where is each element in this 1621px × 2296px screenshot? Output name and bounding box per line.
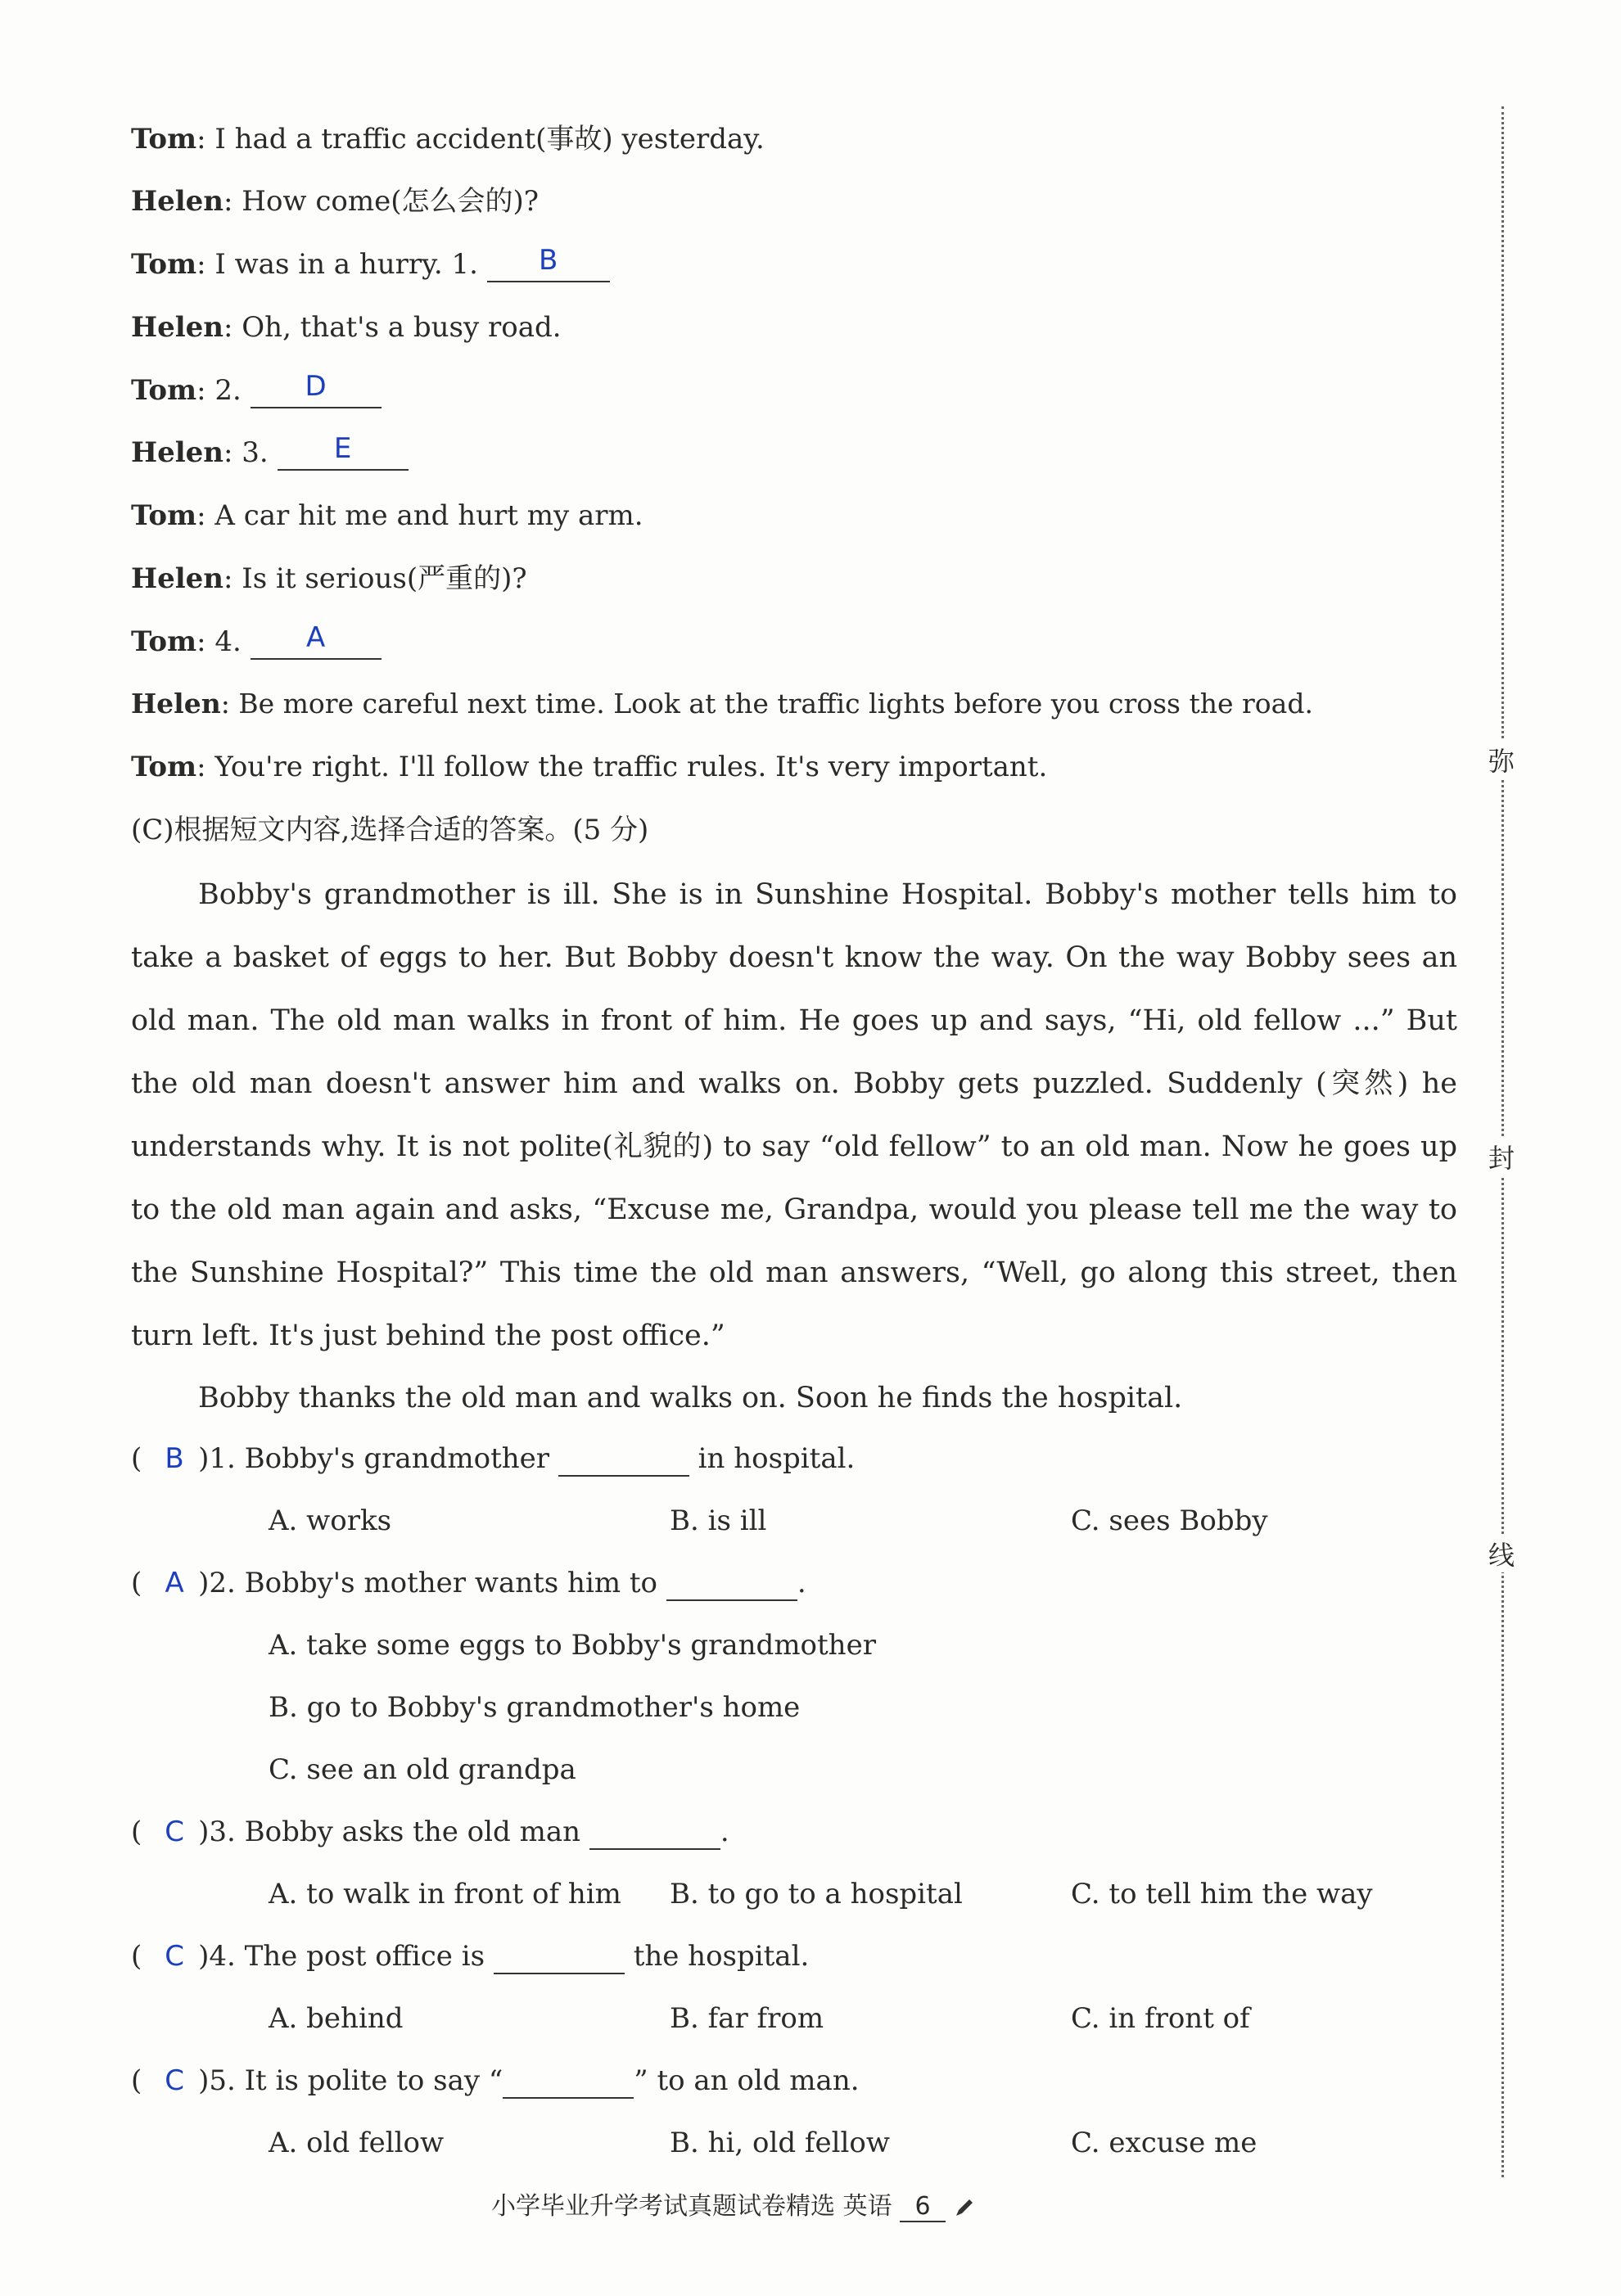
answer-blank[interactable] xyxy=(278,432,409,471)
answer-mark[interactable]: B xyxy=(165,1442,184,1475)
section-heading: (C)根据短文内容,选择合适的答案。(5 分) xyxy=(131,814,649,846)
question-item: ( C )3. Bobby asks the old man . xyxy=(131,1816,729,1848)
dialogue-line: Tom: 2. D xyxy=(131,372,382,408)
dialogue-line: Helen: Be more careful next time. Look at the traffic lights before you cross the road. xyxy=(131,688,1313,719)
answer-blank[interactable] xyxy=(558,1444,689,1477)
answer-blank[interactable] xyxy=(666,1568,797,1601)
dialogue-line: Tom: I was in a hurry. 1. B xyxy=(131,246,610,282)
option-b[interactable]: B. is ill xyxy=(670,1504,767,1537)
option-c[interactable]: C. to tell him the way xyxy=(1071,1878,1373,1910)
option-a[interactable]: A. behind xyxy=(269,2002,404,2035)
question-item: ( C )4. The post office is the hospital. xyxy=(131,1940,810,1973)
option-c[interactable]: C. see an old grandpa xyxy=(269,1753,576,1786)
handwritten-answer: E xyxy=(333,432,352,465)
answer-mark[interactable]: A xyxy=(165,1567,184,1599)
passage-paragraph: Bobby's grandmother is ill. She is in Sunshine Hospital. Bobby's mother tells him to take a basket of eggs to her. But Bobby doesn't know the way. On the way Bobby sees an old man. The old man walks in front of him. He goes up and says, “Hi, old fellow ...” But the old man doesn't answer him and walks on. Bobby gets puzzled. Suddenly (突然) he understands why. It is not polite(礼貌的) to say “old fellow” to an old man. Now he goes up to the old man again and asks, “Excuse me, Grandpa, would you please tell me the way to the Sunshine Hospital?” This time the old man answers, “Well, go along this street, then turn left. It's just behind the post office.” xyxy=(131,878,1457,1352)
answer-blank[interactable] xyxy=(251,621,382,660)
page-footer xyxy=(491,2185,975,2222)
question-item: ( C )5. It is polite to say “ ” to an old man. xyxy=(131,2064,860,2097)
option-c[interactable]: C. sees Bobby xyxy=(1071,1504,1268,1537)
option-b[interactable]: B. hi, old fellow xyxy=(670,2127,890,2159)
option-a[interactable]: A. old fellow xyxy=(269,2127,445,2159)
option-c[interactable]: C. in front of xyxy=(1071,2002,1250,2035)
handwritten-answer: D xyxy=(305,370,327,403)
dialogue-line: Tom: I had a traffic accident(事故) yesterday. xyxy=(131,123,765,156)
answer-blank[interactable] xyxy=(487,244,610,282)
footer-title: 小学毕业升学考试真题试卷精选 英语 xyxy=(491,2192,892,2221)
answer-mark[interactable]: C xyxy=(165,1816,184,1848)
dialogue-line: Helen: Oh, that's a busy road. xyxy=(131,311,562,344)
dialogue-line: Helen: How come(怎么会的)? xyxy=(131,185,539,218)
dialogue-line: Tom: A car hit me and hurt my arm. xyxy=(131,499,643,532)
handwritten-answer: A xyxy=(305,621,326,654)
handwritten-answer: B xyxy=(539,244,558,277)
option-b[interactable]: B. go to Bobby's grandmother's home xyxy=(269,1691,801,1724)
answer-mark[interactable]: C xyxy=(165,1940,184,1973)
option-c[interactable]: C. excuse me xyxy=(1071,2127,1258,2159)
option-a[interactable]: A. take some eggs to Bobby's grandmother xyxy=(269,1629,876,1662)
option-b[interactable]: B. far from xyxy=(670,2002,824,2035)
margin-mark-xian: 线 xyxy=(1482,1535,1521,1572)
option-b[interactable]: B. to go to a hospital xyxy=(670,1878,963,1910)
option-a[interactable]: A. to walk in front of him xyxy=(269,1878,621,1910)
dialogue-line: Tom: 4. A xyxy=(131,624,382,660)
margin-mark-feng: 封 xyxy=(1482,1138,1521,1175)
answer-blank[interactable] xyxy=(503,2066,634,2099)
dialogue-line: Tom: You're right. I'll follow the traffic rules. It's very important. xyxy=(131,751,1048,783)
answer-blank[interactable] xyxy=(494,1942,625,1974)
question-item: ( B )1. Bobby's grandmother in hospital. xyxy=(131,1442,856,1475)
page-number: 6 xyxy=(900,2192,946,2222)
option-a[interactable]: A. works xyxy=(269,1504,392,1537)
pencil-icon xyxy=(954,2197,975,2218)
question-item: ( A )2. Bobby's mother wants him to . xyxy=(131,1567,806,1599)
dialogue-line: Helen: 3. E xyxy=(131,435,409,471)
margin-mark-mi: 弥 xyxy=(1482,741,1521,778)
answer-blank[interactable] xyxy=(251,370,382,408)
answer-blank[interactable] xyxy=(589,1817,720,1850)
passage-paragraph: Bobby thanks the old man and walks on. Soon he finds the hospital. xyxy=(198,1382,1183,1414)
answer-mark[interactable]: C xyxy=(165,2064,184,2097)
dialogue-line: Helen: Is it serious(严重的)? xyxy=(131,562,527,595)
